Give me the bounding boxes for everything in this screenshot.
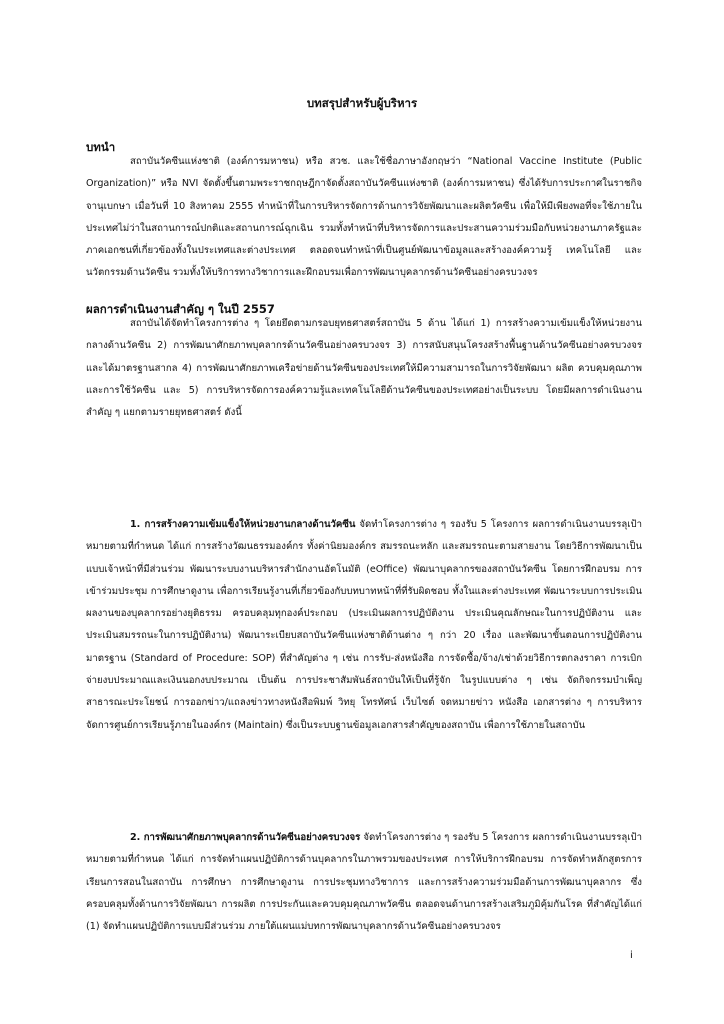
results-paragraph: สถาบันได้จัดทำโครงการต่าง ๆ โดยยึดตามกรอบยุทธศาสตร์สถาบัน 5 ด้าน ได้แก่ 1) การสร้างความเข้มแข็งให้หน่วยงานกลางด้านวัคซีน 2) การพัฒนาศักยภาพบุคลากรด้านวัคซีนอย่างครบวงจร 3) การสนับสนุนโครงสร้างพื้นฐานด้านวัคซีนอย่างครบวงจรและได้มาตรฐานสากล 4) การพัฒนาศักยภาพเครือข่ายด้านวัคซีนของประเทศให้มีความสามารถในการวิจัยพัฒนา ผลิต ควบคุมคุณภาพ และการใช้วัคซีน และ 5) การบริหารจัดการองค์ความรู้และเทคโนโลยีด้านวัคซีนของประเทศอย่างเป็นระบบ โดยมีผลการดำเนินงานสำคัญ ๆ แยกตามรายยุทธศาสตร์ ดังนี้ [86, 318, 642, 419]
intro-paragraph: สถาบันวัคซีนแห่งชาติ (องค์การมหาชน) หรือ สวช. และใช้ชื่อภาษาอังกฤษว่า “National Vaccine Institute (Public Organization)” หรือ NVI จัดตั้งขึ้นตามพระราชกฤษฎีกาจัดตั้งสถาบันวัคซีนแห่งชาติ (องค์การมหาชน) ซึ่งได้รับการประกาศในราชกิจจานุเบกษา เมื่อวันที่ 10 สิงหาคม 2555 ทำหน้าที่ในการบริหารจัดการด้านการวิจัยพัฒนาและผลิตวัคซีน เพื่อให้มีเพียงพอที่จะใช้ภายในประเทศไม่ว่าในสถานการณ์ปกติและสถานการณ์ฉุกเฉิน รวมทั้งทำหน้าที่บริหารจัดการและประสานความร่วมมือกับหน่วยงานภาครัฐและภาคเอกชนที่เกี่ยวข้องทั้งในประเทศและต่างประเทศ ตลอดจนทำหน้าที่เป็นศูนย์พัฒนาข้อมูลและสร้างองค์ความรู้ เทคโนโลยี และนวัตกรรมด้านวัคซีน รวมทั้งให้บริการทางวิชาการและฝึกอบรมเพื่อการพัฒนาบุคลากรด้านวัคซีนอย่างครบวงจร [86, 156, 642, 279]
page-number: i [630, 950, 633, 961]
strategy-2-title: 2. การพัฒนาศักยภาพบุคลากรด้านวัคซีนอย่างครบวงจร [130, 832, 361, 843]
strategy-1-text: จัดทำโครงการต่าง ๆ รองรับ 5 โครงการ ผลการดำเนินงานบรรลุเป้าหมายตามที่กำหนด ได้แก่ การสร้างวัฒนธรรมองค์กร ทั้งค่านิยมองค์กร สมรรถนะหลัก และสมรรถนะตามสายงาน โดยวิธีการพัฒนาเป็นแบบเจ้าหน้าที่มีส่วนร่วม พัฒนาระบบงานบริหารสำนักงานอัตโนมัติ (eOffice) พัฒนาบุคลากรของสถาบันวัคซีน โดยการฝึกอบรม การเข้าร่วมประชุม การศึกษาดูงาน เพื่อการเรียนรู้งานที่เกี่ยวข้องกับบทบาทหน้าที่ที่รับผิดชอบ ทั้งในและต่างประเทศ พัฒนาระบบการประเมินผลงานของบุคลากรอย่างยุติธรรม ครอบคลุมทุกองค์ประกอบ (ประเมินผลการปฏิบัติงาน ประเมินคุณลักษณะในการปฏิบัติงาน และประเมินสมรรถนะในการปฏิบัติงาน) พัฒนาระเบียบสถาบันวัคซีนแห่งชาติด้านต่าง ๆ กว่า 20 เรื่อง และพัฒนาขั้นตอนการปฏิบัติงานมาตรฐาน (Standard of Procedure: SOP) ที่สำคัญต่าง ๆ เช่น การรับ-ส่งหนังสือ การจัดซื้อ/จ้าง/เช่าด้วยวิธีการตกลงราคา การเบิกจ่ายงบประมาณและเงินนอกงบประมาณ เป็นต้น การประชาสัมพันธ์สถาบันให้เป็นที่รู้จัก ในรูปแบบต่าง ๆ เช่น จัดกิจกรรมบำเพ็ญสาธารณะประโยชน์ การออกข่าว/แถลงข่าวทางหนังสือพิมพ์ วิทยุ โทรทัศน์ เว็บไซต์ จดหมายข่าว หนังสือ เอกสารต่าง ๆ การบริหารจัดการศูนย์การเรียนรู้ภายในองค์กร (Maintain) ซึ่งเป็นระบบฐานข้อมูลเอกสารสำคัญของสถาบัน เพื่อการใช้ภายในสถาบัน [86, 519, 643, 731]
results-heading: ผลการดำเนินงานสำคัญ ๆ ในปี 2557 [86, 302, 275, 316]
page-title: บทสรุปสำหรับผู้บริหาร [306, 96, 418, 110]
intro-heading: บทนำ [86, 140, 116, 154]
strategy-1-paragraph [86, 514, 642, 737]
strategy-1-title: 1. การสร้างความเข้มแข็งให้หน่วยงานกลางด้านวัคซีน [130, 519, 356, 530]
strategy-2-paragraph [86, 827, 642, 938]
strategy-2-text: จัดทำโครงการต่าง ๆ รองรับ 5 โครงการ ผลการดำเนินงานบรรลุเป้าหมายตามที่กำหนด ได้แก่ การจัดทำแผนปฏิบัติการด้านบุคลากรในภาพรวมของประเทศ การให้บริการฝึกอบรม การจัดทำหลักสูตรการเรียนการสอนในสถาบัน การศึกษา การศึกษาดูงาน การประชุมทางวิชาการ และการสร้างความร่วมมือด้านการพัฒนาบุคลากร ซึ่งครอบคลุมทั้งด้านการวิจัยพัฒนา การผลิต การประกันและควบคุมคุณภาพวัคซีน ตลอดจนด้านการสร้างเสริมภูมิคุ้มกันโรค ที่สำคัญได้แก่ (1) จัดทำแผนปฏิบัติการแบบมีส่วนร่วม ภายใต้แผนแม่บทการพัฒนาบุคลากรด้านวัคซีนอย่างครบวงจร [86, 832, 642, 933]
